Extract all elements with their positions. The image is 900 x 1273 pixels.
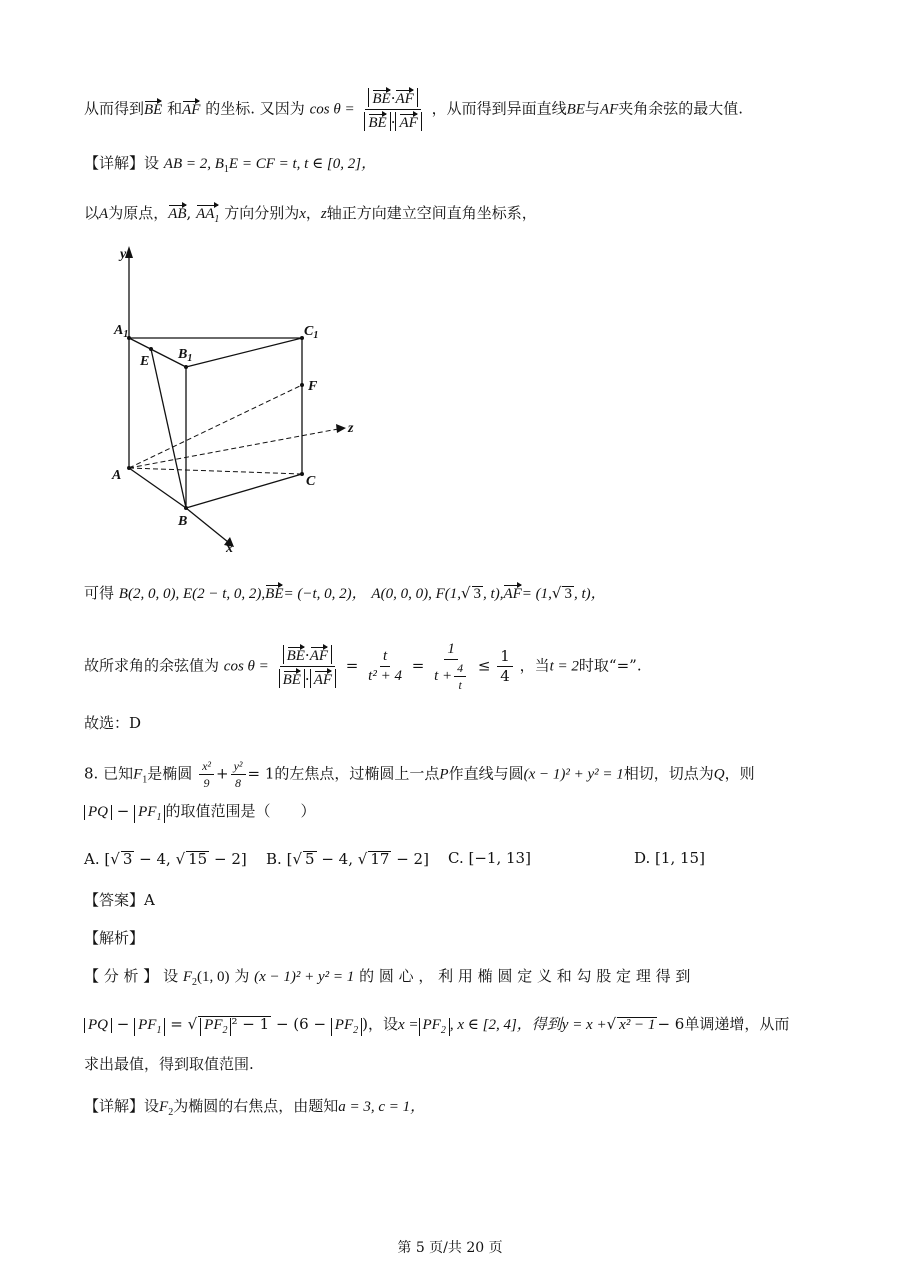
fenxi-line-2: PQ − $PF_1$ = √ $PF_2$ $^2 - 1 - (6 - PF_2$ )，设$x = PF_2$ , x ∈ [2, 4]，得到y = x +√ x² − 1 − 6单调递增，从而 — [84, 1016, 789, 1036]
option-a[interactable]: A. [√ 3 − 4, √ 15 − 2] — [84, 850, 247, 868]
detail-line: 【详解】设$F_2$为椭圆的右焦点，由题知a = 3, c = 1， — [84, 1097, 426, 1118]
analysis-heading: 【解析】 — [84, 929, 145, 947]
label-A: A — [112, 468, 122, 483]
label-x: x — [226, 541, 233, 556]
option-b[interactable]: B. [√ 5 − 4, √ 17 − 2] — [266, 850, 429, 868]
label-E: E — [140, 354, 150, 369]
vector-BE: BE — [144, 99, 162, 118]
label-C: C — [306, 474, 316, 489]
question-8-stem-2: PQ − $PF_1$ 的取值范围是（ ） — [84, 804, 315, 823]
answer-line: 【答案】A — [84, 891, 155, 909]
vector-AF: AF — [182, 99, 200, 118]
prism-figure — [100, 236, 360, 558]
cos-fraction: $\frac{BE\cdot AF}{BE \cdot AF}$ — [361, 88, 424, 131]
coordinates-line: 可得 B(2, 0, 0), E(2 − t, 0, 2),BE= (−t, 0, 2)， A(0, 0, 0), F(1,√ 3 , t),AF= (1,√ 3 , t)， — [84, 584, 606, 602]
option-d[interactable]: D. [1, 15] — [634, 849, 705, 867]
detail-setup-line: 【详解】设 AB = 2, $B_1E$ = CF = t, t ∈ [0, 2]， — [84, 154, 377, 175]
label-z: z — [348, 421, 354, 436]
cos-theta-expr: cos θ = — [309, 101, 355, 118]
page-footer: 第 5 页/共 20 页 — [397, 1240, 503, 1256]
label-A1: $A_1$ — [114, 323, 129, 340]
label-F: F — [308, 379, 318, 394]
vector-AB: AB — [168, 203, 186, 222]
intro-line: 从而得到BE 和AF 的坐标. 又因为 cos θ = $\frac{BE\cdot AF}{BE \cdot AF}$ ，从而得到异面直线BE与AF夹角余弦的最大值. — [84, 89, 744, 131]
label-C1: $C_1$ — [304, 324, 319, 341]
vector-AA1: $AA_1$ — [196, 203, 219, 225]
cosine-result-line: 故所求角的余弦值为 cos θ = $\frac{BE\cdot AF}{BE \cdot AF}$ = $\frac{t}{\text{t² + 4}}$ = 1 t + $\frac{4}{t}$ ≤ $\frac{1}{4}$ ，当t = 2时取“=”. — [84, 641, 642, 692]
label-y: y — [120, 247, 127, 262]
option-c[interactable]: C. [−1, 13] — [448, 849, 531, 867]
choice-line: 故选：D — [84, 714, 142, 732]
fenxi-line-3: 求出最值，得到取值范围. — [84, 1055, 254, 1073]
fenxi-line-1: 【 分 析 】 设 $F_2(1$, 0) 为 (x − 1)² + y² = 1 的 圆 心 ， 利 用 椭 圆 定 义 和 勾 股 定 理 得 到 — [84, 967, 691, 988]
question-8-stem: 8. 已知$F_1$是椭圆 $\frac{\text{x²}}{9}$ + $\frac{\text{y²}}{8}$ = 1的左焦点，过椭圆上一点P作直线与圆(x − 1)² + y² = 1相切，切点为Q，则 — [84, 759, 755, 790]
coordinate-setup-line: 以A为原点，AB, $AA_1$ 方向分别为x，z轴正方向建立空间直角坐标系， — [84, 204, 537, 225]
label-B: B — [178, 514, 188, 529]
label-B1: $B_1$ — [178, 347, 193, 364]
